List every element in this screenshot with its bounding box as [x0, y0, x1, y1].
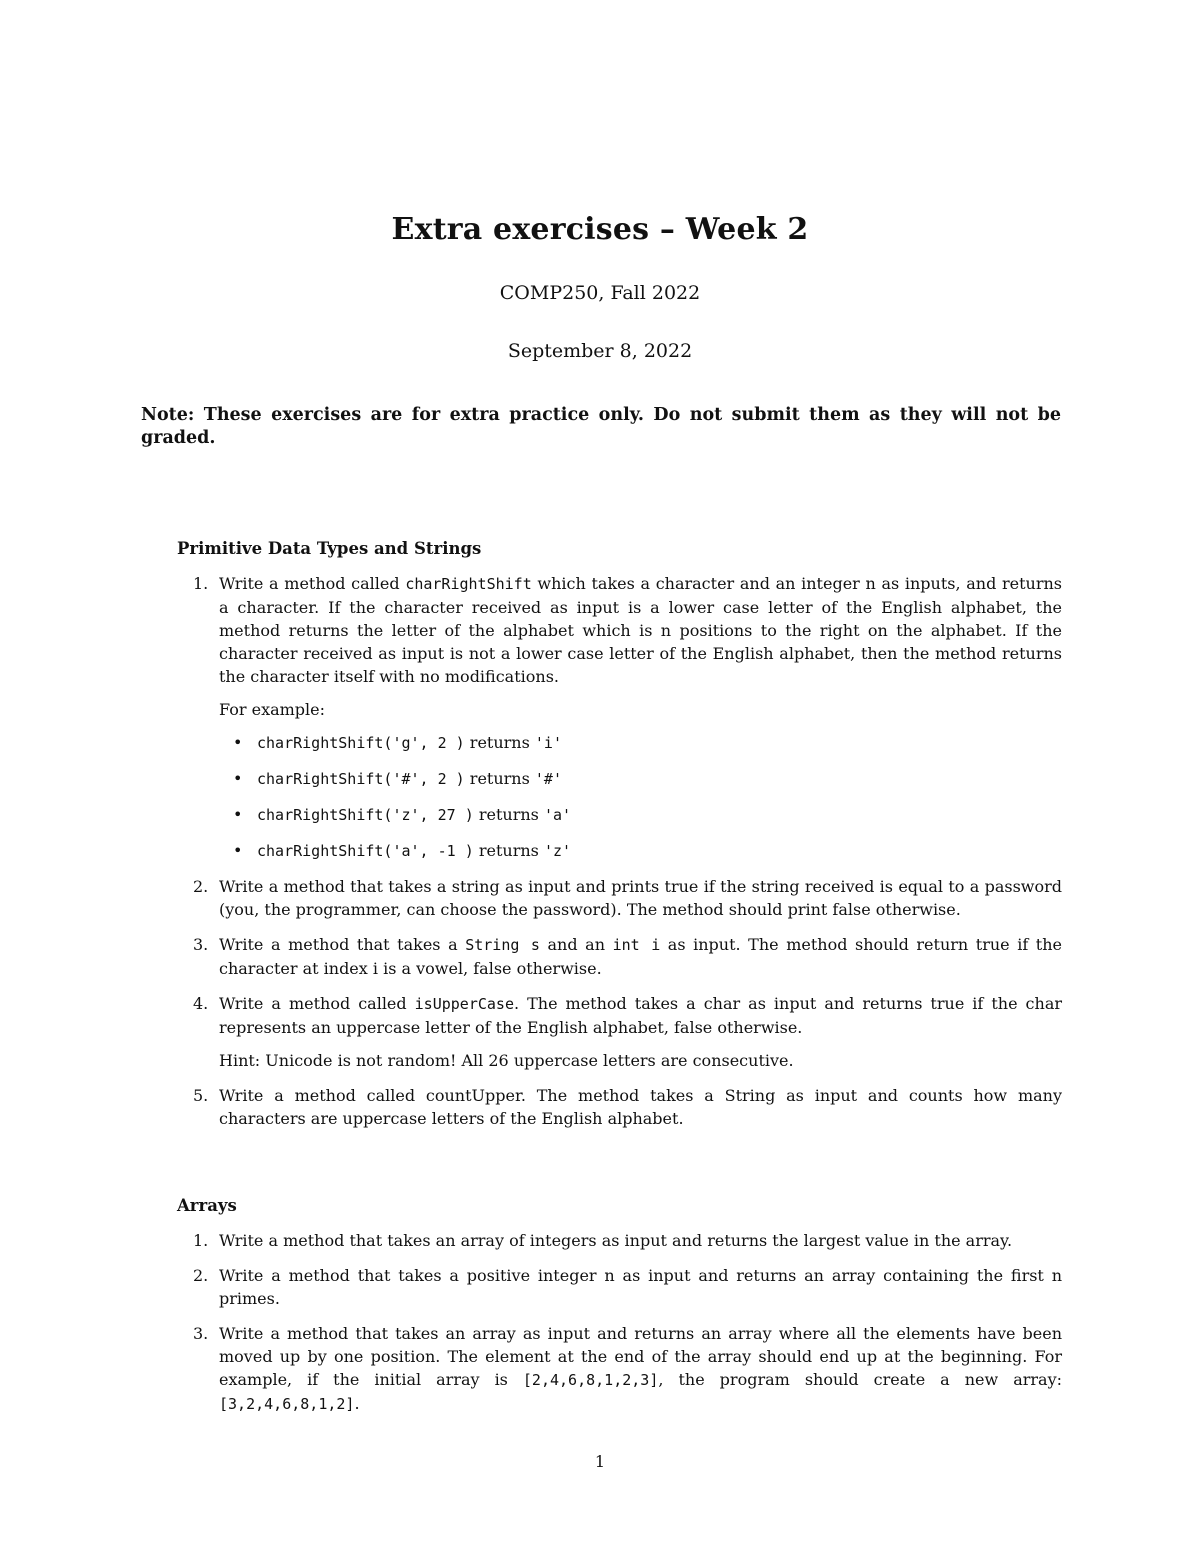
exercise-text: Write a method that takes a string as input and prints true if the string received is equal to a password (you, the programmer, can choose the password). The method should print false otherwise. [219, 877, 1062, 919]
bullet-icon: • [233, 805, 243, 824]
exercise-text: Write a method called isUpperCase. The method takes a char as input and returns true if the char represents an uppercase letter of the English alphabet, false otherwise. [219, 994, 1063, 1037]
example-item: • charRightShift('#', 2 ) returns '#' [233, 769, 562, 788]
exercise-item [177, 933, 1062, 980]
exercise-text: Write a method that takes a positive integer n as input and returns an array containing the first n primes. [219, 1266, 1062, 1308]
exercise-number: 3. [193, 1324, 209, 1343]
course-subtitle: COMP250, Fall 2022 [499, 282, 701, 304]
exercise-item [177, 1322, 1062, 1416]
exercise-item [177, 1264, 1062, 1310]
section-heading: Primitive Data Types and Strings [177, 539, 482, 558]
exercise-item [177, 572, 1062, 863]
exercise-number: 4. [193, 994, 209, 1013]
example-item: • charRightShift('g', 2 ) returns 'i' [233, 733, 562, 752]
exercise-text: Write a method that takes an array as input and returns an array where all the elements have been moved up by one position. The element at the end of the array should end up at the beginning. For example, if the initial array is [2,4,6,8,1,2,3], the program should create a new array: [3,2,4,6,8,1,2]. [219, 1324, 1063, 1413]
exercise-number: 1. [193, 1231, 209, 1250]
exercise-text: Write a method that takes a String s and an int i as input. The method should return true if the character at index i is a vowel, false otherwise. [219, 935, 1063, 978]
exercise-item [177, 992, 1062, 1072]
exercise-item [177, 1229, 1062, 1252]
document-title: Extra exercises – Week 2 [391, 212, 809, 247]
example-item: • charRightShift('a', -1 ) returns 'z' [233, 841, 572, 860]
page-number: 1 [594, 1452, 606, 1471]
example-item: • charRightShift('z', 27 ) returns 'a' [233, 805, 572, 824]
exercise-text: Write a method called countUpper. The method takes a String as input and counts how many characters are uppercase letters of the English alphabet. [219, 1086, 1062, 1128]
section-heading: Arrays [177, 1196, 237, 1215]
bullet-icon: • [233, 769, 243, 788]
exercise-text: Write a method that takes an array of integers as input and returns the largest value in the array. [219, 1231, 1013, 1250]
exercise-number: 5. [193, 1086, 209, 1105]
exercise-number: 1. [193, 574, 209, 593]
exercise-number: 3. [193, 935, 209, 954]
exercise-hint: Hint: Unicode is not random! All 26 uppercase letters are consecutive. [219, 1051, 794, 1070]
example-label: For example: [219, 700, 326, 719]
example-list [219, 731, 1062, 863]
section-arrays [177, 1194, 1062, 1428]
exercise-number: 2. [193, 1266, 209, 1285]
exercise-number: 2. [193, 877, 209, 896]
code-method-name: charRightShift [405, 575, 532, 593]
exercise-item [177, 875, 1062, 921]
note-paragraph: Note: These exercises are for extra practice only. Do not submit them as they will not be graded. [141, 405, 1061, 448]
exercise-item [177, 1084, 1062, 1130]
exercise-text: Write a method called charRightShift which takes a character and an integer n as inputs, and returns a character. If the character received as input is a lower case letter of the English alphabet, the method returns the letter of the alphabet which is n positions to the right on the alphabet. If the character received as input is not a lower case letter of the English alphabet, then the method returns the character itself with no modifications. [219, 574, 1063, 686]
bullet-icon: • [233, 733, 243, 752]
bullet-icon: • [233, 841, 243, 860]
section-primitive-data-types [177, 537, 1062, 1142]
document-date: September 8, 2022 [507, 340, 693, 362]
